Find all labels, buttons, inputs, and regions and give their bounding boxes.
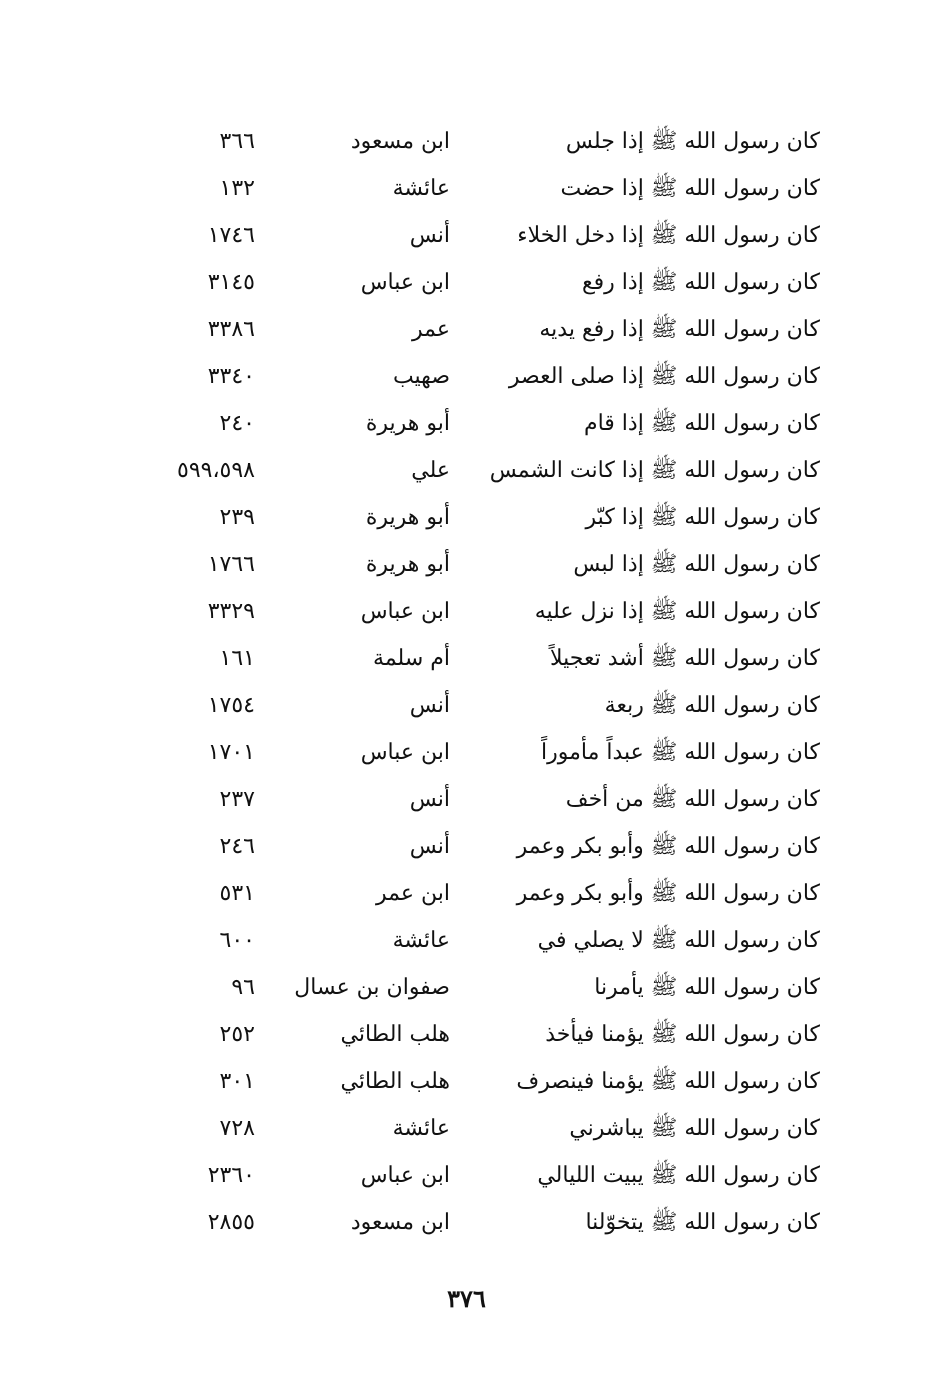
table-row (150, 306, 830, 353)
hadith-text: كان رسول الله ﷺ وأبو بكر وعمر (516, 881, 820, 906)
hadith-number: ٢٤٦ (219, 834, 255, 859)
table-row (150, 776, 830, 823)
hadith-number: ٥٣١ (219, 881, 255, 906)
table-row (150, 165, 830, 212)
hadith-number: ٣٣٢٩ (207, 599, 255, 624)
hadith-number: ١٣٢ (219, 176, 255, 201)
table-row (150, 1199, 830, 1246)
hadith-number: ٣٠١ (219, 1069, 255, 1094)
hadith-text: كان رسول الله ﷺ إذا نزل عليه (534, 599, 820, 624)
hadith-text: كان رسول الله ﷺ إذا رفع (581, 270, 820, 295)
hadith-text: كان رسول الله ﷺ وأبو بكر وعمر (516, 834, 820, 859)
hadith-text: كان رسول الله ﷺ لا يصلي في (537, 928, 820, 953)
hadith-number: ٣٣٨٦ (207, 317, 255, 342)
table-row (150, 1152, 830, 1199)
hadith-text: كان رسول الله ﷺ عبداً مأموراً (541, 740, 820, 765)
table-row (150, 870, 830, 917)
hadith-text: كان رسول الله ﷺ إذا دخل الخلاء (517, 223, 820, 248)
hadith-text: كان رسول الله ﷺ إذا كبّر (585, 505, 820, 530)
hadith-number: ٢٤٠ (219, 411, 255, 436)
hadith-number: ٣١٤٥ (207, 270, 255, 295)
hadith-number: ٢٣٦٠ (207, 1163, 255, 1188)
hadith-text: كان رسول الله ﷺ يتخوّلنا (585, 1210, 820, 1235)
narrator-name: صهيب (392, 364, 450, 389)
hadith-number: ١٧٠١ (207, 740, 255, 765)
hadith-number: ١٧٤٦ (207, 223, 255, 248)
table-row (150, 635, 830, 682)
narrator-name: أنس (409, 223, 450, 248)
narrator-name: عمر (412, 317, 450, 342)
table-row (150, 541, 830, 588)
hadith-text: كان رسول الله ﷺ يؤمنا فيأخذ (545, 1022, 820, 1047)
hadith-number: ٢٥٢ (219, 1022, 255, 1047)
table-row (150, 1011, 830, 1058)
table-row (150, 212, 830, 259)
hadith-number: ٢٣٧ (219, 787, 255, 812)
table-row (150, 353, 830, 400)
hadith-text: كان رسول الله ﷺ إذا صلى العصر (508, 364, 820, 389)
hadith-number: ٥٩٩،٥٩٨ (177, 458, 255, 483)
table-row (150, 1058, 830, 1105)
hadith-text: كان رسول الله ﷺ إذا قام (583, 411, 820, 436)
narrator-name: ابن عباس (360, 270, 450, 295)
narrator-name: أم سلمة (373, 646, 450, 671)
hadith-number: ٢٣٩ (219, 505, 255, 530)
page-number: ٣٧٦ (447, 1284, 486, 1313)
hadith-number: ١٧٦٦ (207, 552, 255, 577)
table-row (150, 729, 830, 776)
hadith-index-table (150, 118, 830, 1246)
narrator-name: أنس (409, 834, 450, 859)
narrator-name: أبو هريرة (365, 411, 450, 436)
hadith-text: كان رسول الله ﷺ يبيت الليالي (537, 1163, 820, 1188)
hadith-number: ١٧٥٤ (207, 693, 255, 718)
hadith-text: كان رسول الله ﷺ إذا لبس (573, 552, 820, 577)
narrator-name: أنس (409, 693, 450, 718)
hadith-text: كان رسول الله ﷺ يؤمنا فينصرف (516, 1069, 820, 1094)
narrator-name: عائشة (392, 176, 450, 201)
hadith-text: كان رسول الله ﷺ يأمرنا (594, 975, 820, 1000)
narrator-name: ابن عباس (360, 1163, 450, 1188)
hadith-number: ٢٨٥٥ (207, 1210, 255, 1235)
hadith-number: ١٦١ (219, 646, 255, 671)
narrator-name: ابن عمر (376, 881, 450, 906)
hadith-text: كان رسول الله ﷺ إذا كانت الشمس (489, 458, 820, 483)
narrator-name: ابن عباس (360, 740, 450, 765)
table-row (150, 494, 830, 541)
table-row (150, 682, 830, 729)
hadith-number: ٦٠٠ (219, 928, 255, 953)
narrator-name: ابن عباس (360, 599, 450, 624)
narrator-name: صفوان بن عسال (294, 975, 450, 1000)
narrator-name: علي (411, 458, 450, 483)
narrator-name: هلب الطائي (340, 1022, 450, 1047)
narrator-name: عائشة (392, 1116, 450, 1141)
narrator-name: ابن مسعود (350, 1210, 450, 1235)
narrator-name: أبو هريرة (365, 505, 450, 530)
narrator-name: أنس (409, 787, 450, 812)
narrator-name: أبو هريرة (365, 552, 450, 577)
hadith-text: كان رسول الله ﷺ أشد تعجيلاً (550, 646, 820, 671)
narrator-name: ابن مسعود (350, 129, 450, 154)
narrator-name: هلب الطائي (340, 1069, 450, 1094)
table-row (150, 447, 830, 494)
hadith-text: كان رسول الله ﷺ إذا جلس (565, 129, 820, 154)
table-row (150, 259, 830, 306)
table-row (150, 118, 830, 165)
narrator-name: عائشة (392, 928, 450, 953)
hadith-text: كان رسول الله ﷺ يباشرني (569, 1116, 820, 1141)
hadith-text: كان رسول الله ﷺ من أخف (565, 787, 820, 812)
table-row (150, 917, 830, 964)
hadith-text: كان رسول الله ﷺ ربعة (604, 693, 820, 718)
hadith-text: كان رسول الله ﷺ إذا رفع يديه (539, 317, 820, 342)
table-row (150, 588, 830, 635)
table-row (150, 400, 830, 447)
hadith-number: ٩٦ (231, 975, 255, 1000)
hadith-number: ٣٦٦ (219, 129, 255, 154)
table-row (150, 1105, 830, 1152)
hadith-text: كان رسول الله ﷺ إذا حضت (560, 176, 820, 201)
table-row (150, 964, 830, 1011)
table-row (150, 823, 830, 870)
hadith-number: ٧٢٨ (219, 1116, 255, 1141)
hadith-number: ٣٣٤٠ (207, 364, 255, 389)
